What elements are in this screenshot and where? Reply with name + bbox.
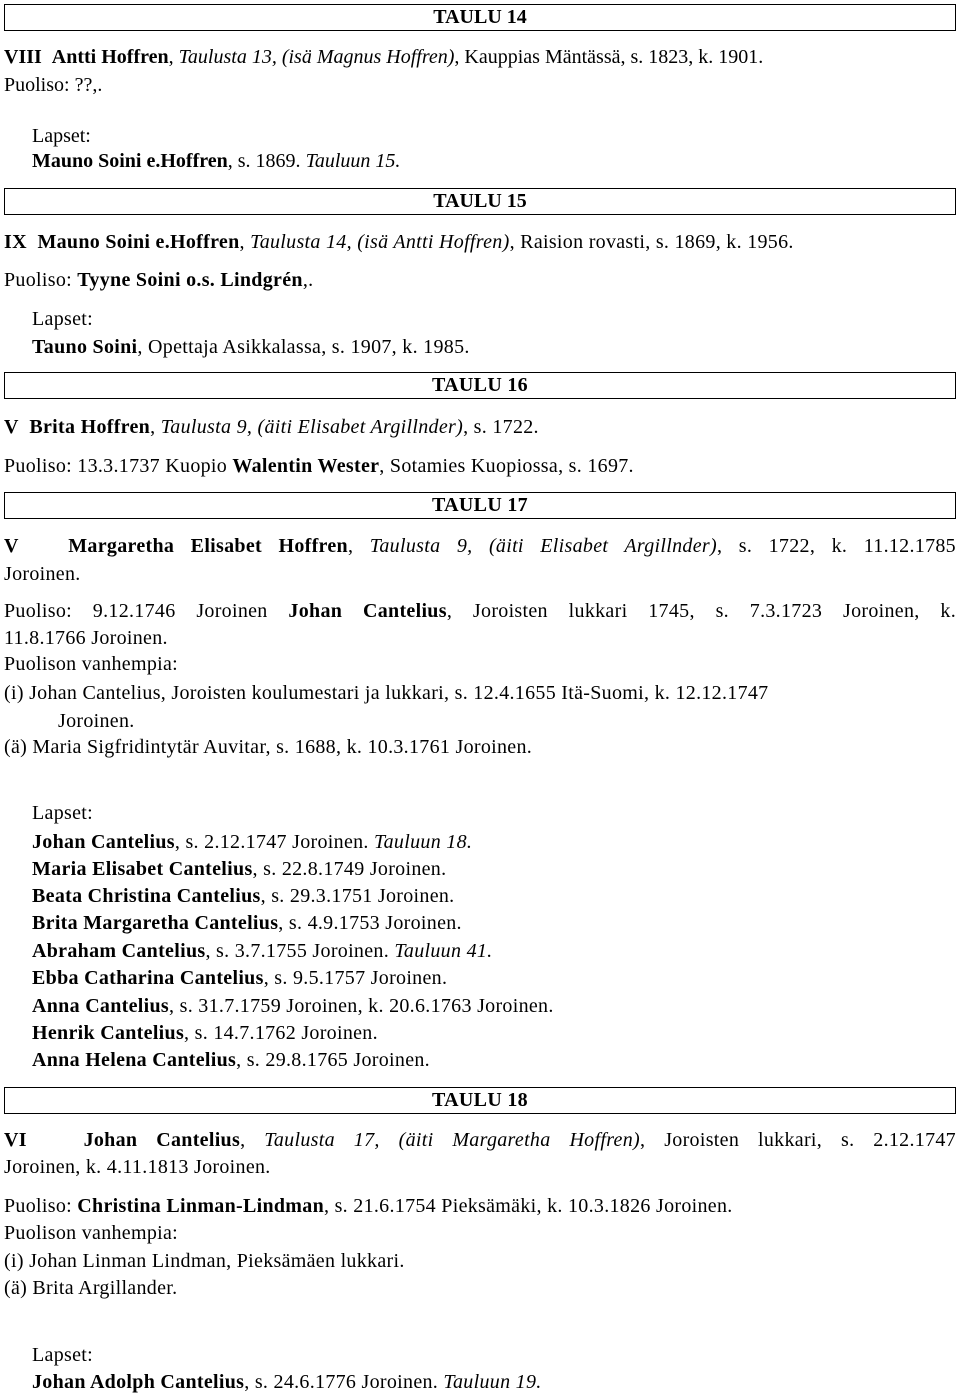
source-ref: Taulusta 9, (äiti Elisabet Argillnder) (160, 416, 464, 438)
child-details: , s. 14.7.1762 Joroinen. (184, 1022, 378, 1044)
person-details: , Raision rovasti, s. 1869, k. 1956. (509, 231, 794, 253)
person-line (4, 415, 956, 439)
table-heading-17: TAULU 17 (4, 492, 956, 519)
person-line (4, 230, 956, 254)
source-ref: Taulusta 17, (äiti Margaretha Hoffren) (264, 1129, 640, 1151)
spouse-father: (i) Johan Linman Lindman, Pieksämäen lukkari. (4, 1250, 405, 1272)
children-label: Lapset: (32, 308, 93, 330)
person-line-cont: Joroinen. (4, 563, 81, 585)
spouse-name: Christina Linman-Lindman (77, 1195, 324, 1217)
child-line (32, 1021, 956, 1045)
child-name: Anna Helena Cantelius (32, 1049, 237, 1071)
person-details: , Joroisten lukkari, s. 2.12.1747 (639, 1129, 956, 1151)
generation: V (4, 535, 19, 557)
spouse-prefix: Puoliso: (4, 269, 78, 291)
source-ref: Taulusta 14, (isä Antti Hoffren) (250, 231, 510, 253)
spouse-mother: (ä) Brita Argillander. (4, 1277, 178, 1299)
sep: , (239, 231, 245, 253)
spouse-details: , Joroisten lukkari 1745, s. 7.3.1723 Joroinen, k. (446, 600, 956, 622)
child-name: Maria Elisabet Cantelius (32, 858, 253, 880)
child-line (32, 335, 956, 359)
children-label: Lapset: (32, 802, 93, 824)
child-line (32, 1048, 956, 1072)
child-line (32, 966, 956, 990)
child-details: , s. 22.8.1749 Joroinen. (252, 858, 447, 880)
child-details: , s. 2.12.1747 Joroinen. (174, 831, 375, 853)
generation: V (4, 416, 19, 438)
child-line (32, 884, 956, 908)
child-ref: Tauluun 18. (374, 831, 473, 853)
sep: , (168, 46, 174, 68)
spouse-father: (i) Johan Cantelius, Joroisten koulumestari ja lukkari, s. 12.4.1655 Itä-Suomi, k. 12.12.1747 (4, 682, 769, 704)
child-ref: Tauluun 41. (394, 940, 493, 962)
spouse-line (4, 268, 956, 292)
child-details: , s. 29.3.1751 Joroinen. (260, 885, 455, 907)
spouse-name: Tyyne Soini o.s. Lindgrén (77, 269, 303, 291)
spouse-line (4, 599, 956, 623)
child-line (32, 830, 956, 854)
child-ref: Tauluun 19. (443, 1371, 542, 1393)
child-name: Johan Cantelius (32, 831, 175, 853)
spouse-prefix: Puoliso: (4, 1195, 78, 1217)
child-name: Tauno Soini (32, 336, 138, 358)
spouse-details: , s. 21.6.1754 Pieksämäki, k. 10.3.1826 Joroinen. (324, 1195, 733, 1217)
spouse-father-cont: Joroinen. (58, 710, 135, 732)
sep: , (347, 535, 354, 557)
table-heading-16: TAULU 16 (4, 372, 956, 399)
sep: , (150, 416, 156, 438)
spouse-prefix: Puoliso: 13.3.1737 Kuopio (4, 455, 233, 477)
parents-label: Puolison vanhempia: (4, 653, 179, 675)
spouse-details: ,. (302, 269, 314, 291)
child-details: , s. 1869. (227, 150, 306, 172)
child-details: , s. 29.8.1765 Joroinen. (236, 1049, 430, 1071)
person-name: Margaretha Elisabet Hoffren (68, 535, 348, 557)
source-ref: Taulusta 13, (isä Magnus Hoffren) (178, 46, 455, 68)
person-name: Brita Hoffren (29, 416, 151, 438)
person-details: , s. 1722, k. 11.12.1785 (716, 535, 956, 557)
parents-label: Puolison vanhempia: (4, 1222, 179, 1244)
person-line (4, 45, 956, 69)
child-line (32, 149, 956, 173)
person-name: Antti Hoffren (51, 46, 169, 68)
person-name: Johan Cantelius (83, 1129, 241, 1151)
child-name: Abraham Cantelius (32, 940, 206, 962)
child-name: Brita Margaretha Cantelius (32, 912, 279, 934)
child-name: Ebba Catharina Cantelius (32, 967, 264, 989)
person-line (4, 1128, 956, 1152)
child-name: Mauno Soini e.Hoffren (32, 150, 228, 172)
child-details: , s. 4.9.1753 Joroinen. (278, 912, 462, 934)
spouse-line-cont: 11.8.1766 Joroinen. (4, 627, 168, 649)
child-line (32, 994, 956, 1018)
person-line (4, 534, 956, 558)
children-label: Lapset: (32, 1344, 93, 1366)
child-line (32, 939, 956, 963)
spouse-prefix: Puoliso: 9.12.1746 Joroinen (4, 600, 289, 622)
child-details: , s. 9.5.1757 Joroinen. (263, 967, 448, 989)
spouse-name: Johan Cantelius (288, 600, 447, 622)
spouse-line (4, 1194, 956, 1218)
spouse-mother: (ä) Maria Sigfridintytär Auvitar, s. 1688, k. 10.3.1761 Joroinen. (4, 736, 533, 758)
child-name: Anna Cantelius (32, 995, 170, 1017)
child-name: Beata Christina Cantelius (32, 885, 261, 907)
child-line (32, 857, 956, 881)
sep: , (240, 1129, 246, 1151)
person-line-cont: Joroinen, k. 4.11.1813 Joroinen. (4, 1156, 271, 1178)
child-ref: Tauluun 15. (305, 150, 401, 172)
generation: VI (4, 1129, 27, 1151)
children-label: Lapset: (32, 125, 91, 147)
child-details: , Opettaja Asikkalassa, s. 1907, k. 1985. (137, 336, 470, 358)
spouse-line: Puoliso: ??,. (4, 74, 103, 96)
table-heading-18: TAULU 18 (4, 1087, 956, 1114)
table-heading-14: TAULU 14 (4, 4, 956, 31)
child-details: , s. 3.7.1755 Joroinen. (205, 940, 395, 962)
source-ref: Taulusta 9, (äiti Elisabet Argillnder) (369, 535, 717, 557)
generation: IX (4, 231, 27, 253)
child-name: Henrik Cantelius (32, 1022, 185, 1044)
child-line (32, 1370, 956, 1394)
child-details: , s. 31.7.1759 Joroinen, k. 20.6.1763 Joroinen. (169, 995, 554, 1017)
generation: VIII (4, 46, 42, 68)
spouse-line (4, 454, 956, 478)
child-details: , s. 24.6.1776 Joroinen. (244, 1371, 444, 1393)
spouse-details: , Sotamies Kuopiossa, s. 1697. (379, 455, 634, 477)
person-name: Mauno Soini e.Hoffren (37, 231, 240, 253)
person-details: , s. 1722. (463, 416, 539, 438)
child-line (32, 911, 956, 935)
person-details: , Kauppias Mäntässä, s. 1823, k. 1901. (454, 46, 764, 68)
table-heading-15: TAULU 15 (4, 188, 956, 215)
child-name: Johan Adolph Cantelius (32, 1371, 245, 1393)
spouse-name: Walentin Wester (232, 455, 380, 477)
